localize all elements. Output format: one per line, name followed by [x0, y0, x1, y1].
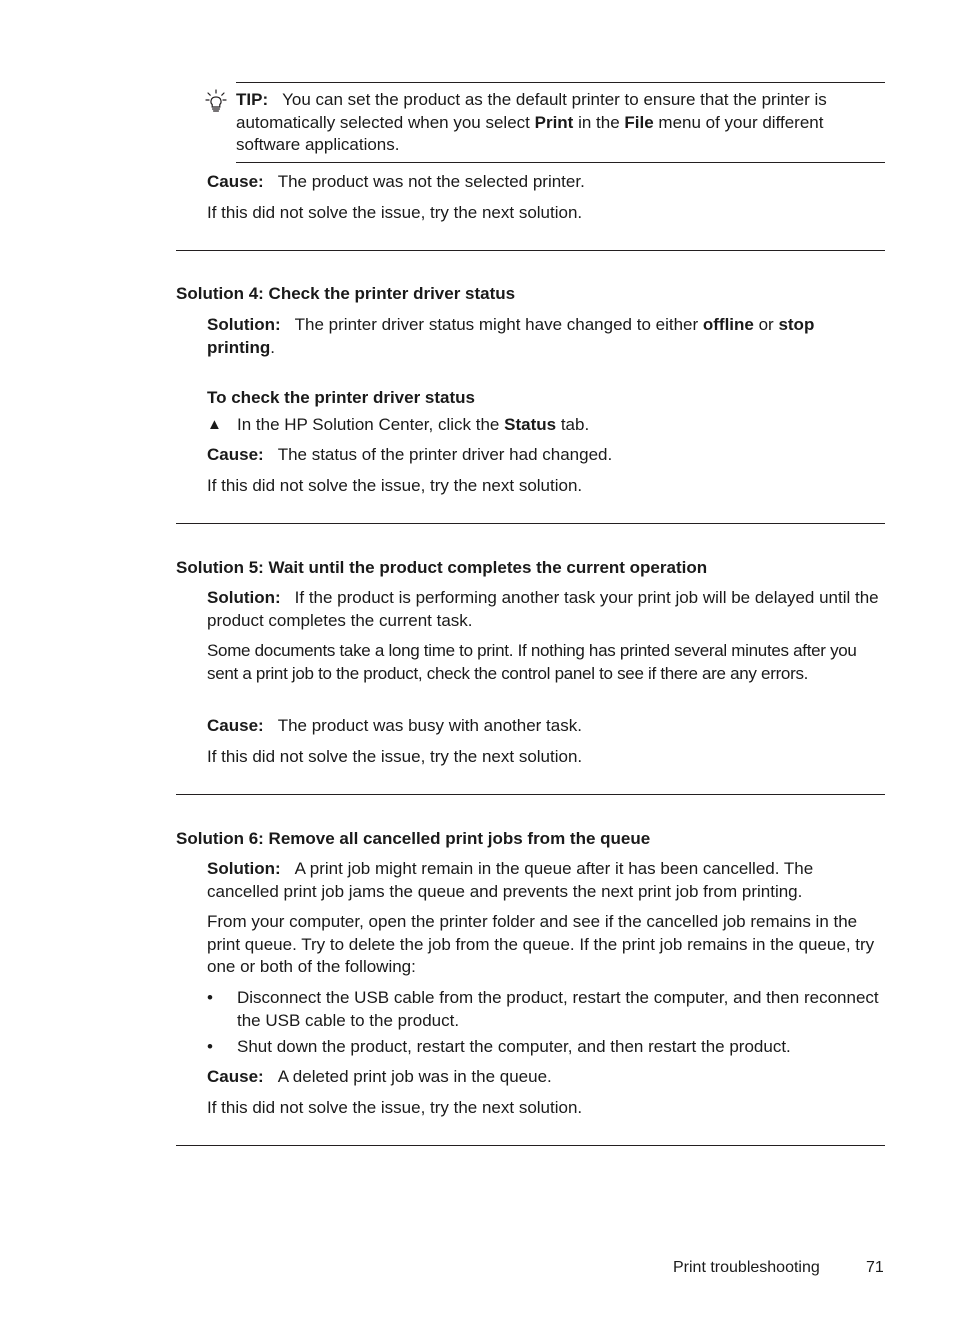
section-divider: [176, 794, 885, 795]
next-solution-text: If this did not solve the issue, try the next solution.: [207, 203, 583, 222]
list-item: Disconnect the USB cable from the product, restart the computer, and then reconnect the USB cable to the product.: [237, 988, 879, 1030]
cause-paragraph: Cause: The status of the printer driver had changed.: [207, 445, 613, 464]
procedure-step: In the HP Solution Center, click the Status tab.: [237, 415, 590, 434]
cause-paragraph: Cause: The product was not the selected printer.: [207, 172, 585, 191]
tip-text: TIP: You can set the product as the default printer to ensure that the printer is automatically selected when you select Print in the File menu of your different software applications.: [236, 90, 827, 154]
bullet-marker: •: [207, 1037, 213, 1056]
section-divider: [176, 523, 885, 524]
tip-bottom-rule: [236, 162, 885, 163]
next-solution-text: If this did not solve the issue, try the next solution.: [207, 476, 583, 495]
solution-paragraph: Solution: A print job might remain in the queue after it has been cancelled. The cancelled print job jams the queue and prevents the next print job from printing.: [207, 859, 814, 901]
solution-paragraph: Solution: If the product is performing another task your print job will be delayed until the product completes the current task.: [207, 588, 879, 630]
next-solution-text: If this did not solve the issue, try the next solution.: [207, 747, 583, 766]
cause-paragraph: Cause: A deleted print job was in the queue.: [207, 1067, 552, 1086]
section-divider: [176, 1145, 885, 1146]
step-marker-icon: ▲: [207, 416, 222, 433]
section-divider: [176, 250, 885, 251]
lightbulb-icon: [205, 89, 227, 113]
solution-4-heading: Solution 4: Check the printer driver status: [176, 284, 516, 303]
page-number: 71: [866, 1259, 884, 1276]
list-item: Shut down the product, restart the computer, and then restart the product.: [237, 1037, 791, 1056]
footer-section-title: Print troubleshooting: [673, 1259, 820, 1276]
procedure-heading: To check the printer driver status: [207, 388, 475, 407]
next-solution-text: If this did not solve the issue, try the next solution.: [207, 1098, 583, 1117]
solution-6-heading: Solution 6: Remove all cancelled print jobs from the queue: [176, 829, 651, 848]
bullet-marker: •: [207, 988, 213, 1007]
cause-paragraph: Cause: The product was busy with another task.: [207, 716, 582, 735]
tip-top-rule: [236, 82, 885, 83]
body-paragraph: From your computer, open the printer folder and see if the cancelled job remains in the print queue. Try to delete the job from the queue. If the print job remains in the queue, try one or both of the following:: [207, 912, 875, 976]
solution-5-heading: Solution 5: Wait until the product completes the current operation: [176, 558, 708, 577]
solution-paragraph: Solution: The printer driver status might have changed to either offline or stop printing.: [207, 315, 815, 357]
body-paragraph: Some documents take a long time to print. If nothing has printed several minutes after you sent a print job to the product, check the control panel to see if there are any errors.: [207, 641, 857, 683]
